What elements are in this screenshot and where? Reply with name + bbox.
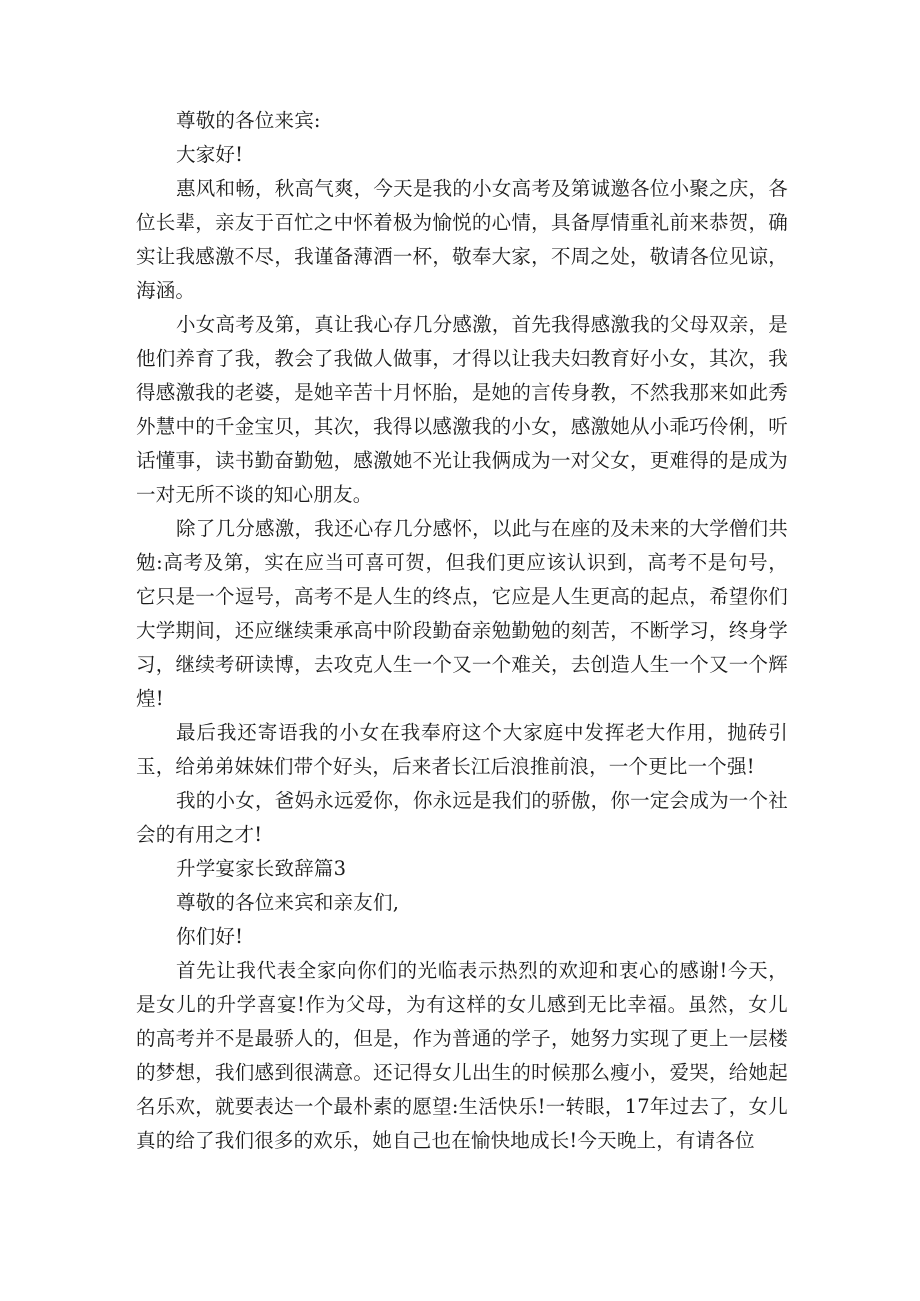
greeting-hello: 大家好! bbox=[176, 143, 244, 166]
paragraph-opening: 惠风和畅，秋高气爽，今天是我的小女高考及第诚邀各位小聚之庆，各位长辈，亲友于百忙之中怀着极为愉悦的心情，具备厚情重礼前来恭贺，确实让我感激不尽，我谨备薄酒一杯，敬奉大家，不周之处，敬请各位见谅，海涵。 bbox=[136, 177, 788, 302]
section-heading: 升学宴家长致辞篇3 bbox=[176, 857, 347, 880]
paragraph-love: 我的小女，爸妈永远爱你，你永远是我们的骄傲，你一定会成为一个社会的有用之才! bbox=[136, 789, 788, 846]
greeting-salutation-2: 尊敬的各位来宾和亲友们, bbox=[176, 891, 400, 914]
greeting-salutation: 尊敬的各位来宾: bbox=[176, 109, 321, 132]
paragraph-gratitude: 小女高考及第，真让我心存几分感激，首先我得感激我的父母双亲，是他们养育了我，教会了我做人做事，才得以让我夫妇教育好小女，其次，我得感激我的老婆，是她辛苦十月怀胎，是她的言传身教，不然我那来如此秀外慧中的千金宝贝，其次，我得以感激我的小女，感激她从小乖巧伶俐，听话懂事，读书勤奋勤勉，感激她不光让我俩成为一对父女，更难得的是成为一对无所不谈的知心朋友。 bbox=[136, 313, 788, 506]
document-page bbox=[136, 104, 788, 1158]
paragraph-closing-wish: 最后我还寄语我的小女在我奉府这个大家庭中发挥老大作用，抛砖引玉，给弟弟妹妹们带个好头，后来者长江后浪推前浪，一个更比一个强! bbox=[136, 721, 788, 778]
greeting-hello-2: 你们好! bbox=[176, 925, 244, 948]
paragraph-encouragement: 除了几分感激，我还心存几分感怀，以此与在座的及未来的大学僧们共勉:高考及第，实在应当可喜可贺，但我们更应该认识到，高考不是句号，它只是一个逗号，高考不是人生的终点，它应是人生更高的起点，希望你们大学期间，还应继续秉承高中阶段勤奋亲勉勤勉的刻苦，不断学习，终身学习，继续考研读博，去攻克人生一个又一个难关，去创造人生一个又一个辉煌! bbox=[136, 517, 788, 710]
paragraph-welcome: 首先让我代表全家向你们的光临表示热烈的欢迎和衷心的感谢!今天，是女儿的升学喜宴!作为父母，为有这样的女儿感到无比幸福。虽然，女儿的高考并不是最骄人的，但是，作为普通的学子，她努力实现了更上一层楼的梦想，我们感到很满意。还记得女儿出生的时候那么瘦小，爱哭，给她起名乐欢，就要表达一个最朴素的愿望:生活快乐!一转眼，17年过去了，女儿真的给了我们很多的欢乐，她自己也在愉快地成长!今天晚上，有请各位 bbox=[136, 959, 788, 1152]
